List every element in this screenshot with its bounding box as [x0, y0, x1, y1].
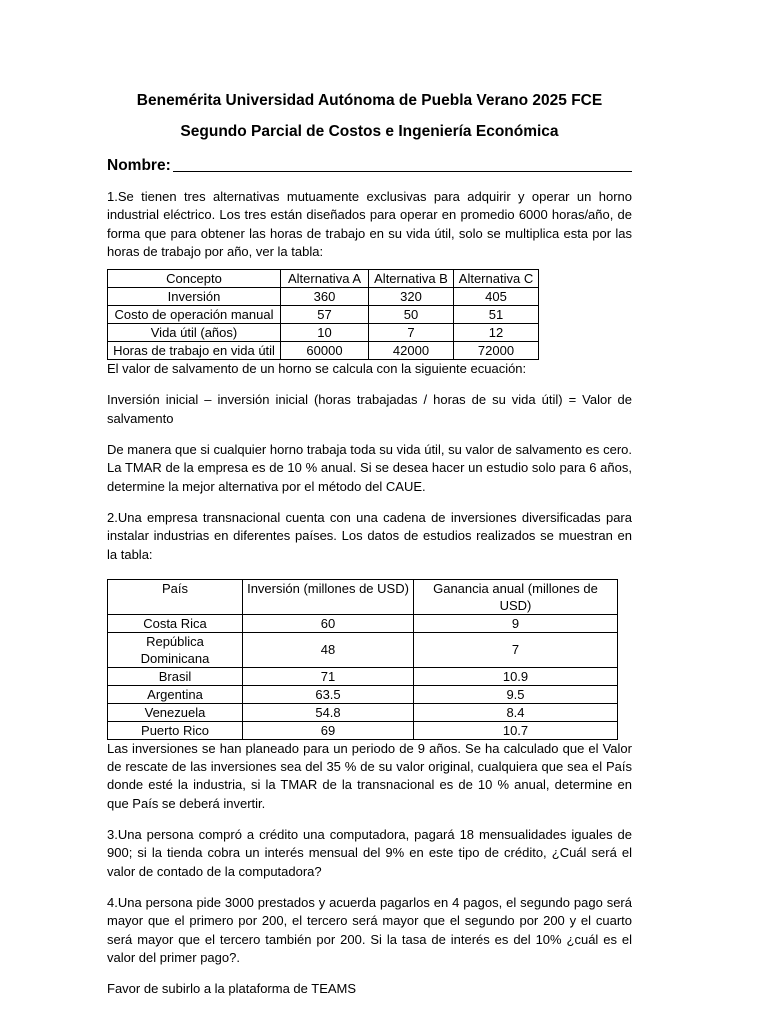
table-cell: República Dominicana: [108, 632, 243, 667]
table-row: [108, 288, 539, 306]
table-cell: 10.9: [414, 667, 618, 685]
table-cell: 405: [454, 288, 539, 306]
table-cell: 48: [243, 632, 414, 667]
exam-page: [107, 92, 632, 998]
table-header-cell: Alternativa C: [454, 270, 539, 288]
table-cell: Brasil: [108, 667, 243, 685]
exam-title: Benemérita Universidad Autónoma de Puebla Verano 2025 FCE: [136, 92, 603, 109]
table-cell: 69: [243, 721, 414, 739]
footer-note: Favor de subirlo a la plataforma de TEAMS: [107, 981, 357, 997]
exam-subtitle: Segundo Parcial de Costos e Ingeniería Económica: [180, 123, 559, 140]
table-cell: 7: [369, 324, 454, 342]
table-row: [108, 703, 618, 721]
table-cell: 10: [281, 324, 369, 342]
table-cell: 60: [243, 614, 414, 632]
table-row: [108, 324, 539, 342]
table-row: [108, 342, 539, 360]
table-cell: 72000: [454, 342, 539, 360]
table-header-cell: Alternativa B: [369, 270, 454, 288]
q2-intro: 2.Una empresa transnacional cuenta con una cadena de inversiones diversificadas para instalar industrias en diferentes países. Los datos de estudios realizados se muestran en la tabla:: [107, 509, 632, 562]
table-cell: 57: [281, 306, 369, 324]
q1-closing: De manera que si cualquier horno trabaja toda su vida útil, su valor de salvamento es cero. La TMAR de la empresa es de 10 % anual. Si se desea hacer un estudio solo para 6 años, determine la mejor alternativa por el método del CAUE.: [107, 442, 632, 494]
table-cell: 9: [414, 614, 618, 632]
table-cell: Argentina: [108, 685, 243, 703]
table-header-row: [108, 270, 539, 288]
name-blank-line: [173, 156, 632, 172]
table-cell: 12: [454, 324, 539, 342]
table-cell: 54.8: [243, 703, 414, 721]
table-cell: 60000: [281, 342, 369, 360]
table-cell: 51: [454, 306, 539, 324]
table-header-cell: Inversión (millones de USD): [243, 579, 414, 614]
alternatives-table: [107, 269, 539, 360]
table-cell: Horas de trabajo en vida útil: [108, 342, 281, 360]
name-label: Nombre:: [107, 157, 171, 174]
table-row: [108, 632, 618, 667]
q2-closing: Las inversiones se han planeado para un periodo de 9 años. Se ha calculado que el Valor de rescate de las inversiones sea del 35 % de su valor original, cualquiera que sea el País donde esté la industria, si la TMAR de la transnacional es de 10 % anual, determine en que País se deberá invertir.: [107, 740, 632, 811]
table-cell: Venezuela: [108, 703, 243, 721]
table-header-cell: Ganancia anual (millones de USD): [414, 579, 618, 614]
table-header-cell: Concepto: [108, 270, 281, 288]
q1-intro: 1.Se tienen tres alternativas mutuamente exclusivas para adquirir y operar un horno industrial eléctrico. Los tres están diseñados para operar en promedio 6000 horas/año, de forma que para obtener las horas de trabajo en su vida útil, solo se multiplica esta por las horas de trabajo por año, ver la tabla:: [107, 189, 632, 259]
table-cell: 9.5: [414, 685, 618, 703]
name-field: [107, 156, 632, 175]
q1-after-table: El valor de salvamento de un horno se calcula con la siguiente ecuación:: [107, 361, 527, 377]
table-row: [108, 667, 618, 685]
table-cell: Puerto Rico: [108, 721, 243, 739]
table-cell: 42000: [369, 342, 454, 360]
table-cell: 10.7: [414, 721, 618, 739]
table-cell: Costo de operación manual: [108, 306, 281, 324]
table-cell: 8.4: [414, 703, 618, 721]
q4-text: 4.Una persona pide 3000 prestados y acuerda pagarlos en 4 pagos, el segundo pago será mayor que el primero por 200, el tercero será mayor que el segundo por 200 y el cuarto será mayor que el tercero también por 200. Si la tasa de interés es del 10% ¿cuál es el valor del primer pago?.: [107, 894, 632, 965]
table-cell: 63.5: [243, 685, 414, 703]
table-cell: 7: [414, 632, 618, 667]
table-row: [108, 306, 539, 324]
q1-equation: Inversión inicial – inversión inicial (horas trabajadas / horas de su vida útil) = Valor de salvamento: [107, 392, 632, 426]
table-cell: 50: [369, 306, 454, 324]
q3-text: 3.Una persona compró a crédito una computadora, pagará 18 mensualidades iguales de 900; si la tienda cobra un interés mensual del 9% en este tipo de crédito, ¿Cuál será el valor de contado de la computadora?: [107, 827, 632, 879]
table-row: [108, 685, 618, 703]
table-cell: Inversión: [108, 288, 281, 306]
countries-table: [107, 579, 618, 740]
table-header-cell: Alternativa A: [281, 270, 369, 288]
table-header-row: [108, 579, 618, 614]
table-cell: 360: [281, 288, 369, 306]
table-row: [108, 721, 618, 739]
table-header-cell: País: [108, 579, 243, 614]
table-cell: 320: [369, 288, 454, 306]
table-cell: Costa Rica: [108, 614, 243, 632]
table-cell: Vida útil (años): [108, 324, 281, 342]
table-cell: 71: [243, 667, 414, 685]
table-row: [108, 614, 618, 632]
